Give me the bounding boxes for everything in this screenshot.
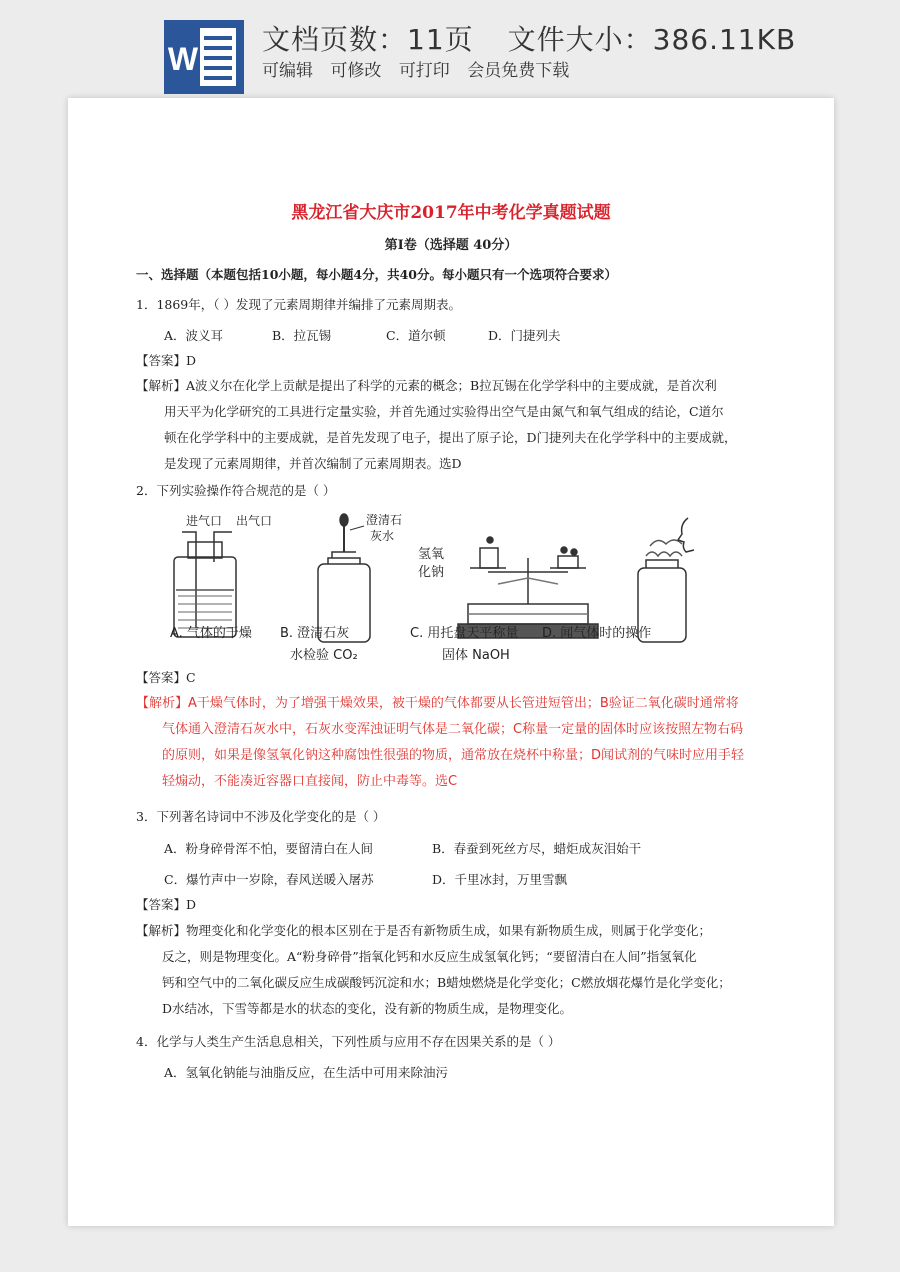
platform-balance [458,537,598,638]
q2-analysis-line: 轻煽动，不能凑近容器口直接闻，防止中毒等。选C [162,774,458,789]
q3-stem: 3．下列著名诗词中不涉及化学变化的是（ ） [136,809,386,824]
q3-analysis-line: D水结冰，下雪等都是水的状态的变化，没有新的物质生成，是物理变化。 [162,1001,573,1016]
q1-analysis-line: 顿在化学学科中的主要成就，是首先发现了电子，提出了原子论，D门捷列夫在化学学科中的主要成就， [164,430,737,445]
feature-modifiable: 可修改 [330,61,382,81]
download-banner [0,0,900,100]
q3-option-d: D．千里冰封，万里雪飘 [432,872,568,887]
q2-analysis-line: 的原则，如果是像氢氧化钠这种腐蚀性很强的物质，通常放在烧杯中称量；D闻试剂的气味时应用手轻 [162,748,745,763]
q2-analysis-line: 气体通入澄清石灰水中，石灰水变浑浊证明气体是二氧化碳；C称量一定量的固体时应该按照左物右码 [162,722,744,737]
label-limewater-2: 灰水 [370,529,395,543]
q3-analysis-line: 【解析】物理变化和化学变化的根本区别在于是否有新物质生成，如果有新物质生成，则属于化学变化； [136,923,712,938]
label-limewater-1: 澄清石 [366,513,403,527]
label-outlet: 出气口 [236,514,273,528]
doc-subtitle: 第Ⅰ卷（选择题 40分） [384,238,518,253]
feature-member-download: 会员免费下载 [467,61,570,81]
page-count: 文档页数：11页 [262,23,474,56]
feature-list [262,56,581,81]
dropper-bottle [318,514,370,642]
file-info [262,18,796,58]
q3-analysis-line: 钙和空气中的二氧化碳反应生成碳酸钙沉淀和水；B蜡烛燃烧是化学变化；C燃放烟花爆竹是化学变化； [162,975,731,990]
section-heading: 一、选择题（本题包括10小题，每小题4分，共40分。每小题只有一个选项符合要求） [136,267,617,282]
q1-option-a: A．波义耳 [164,328,224,343]
caption-d: D. 闻气体时的操作 [542,626,652,641]
caption-b-line2: 水检验 CO₂ [290,648,358,663]
q2-stem: 2．下列实验操作符合规范的是（ ） [136,483,336,498]
label-naoh-2: 化钠 [418,565,445,580]
word-document-icon [164,20,244,94]
q1-stem: 1．1869年，（ ）发现了元素周期律并编排了元素周期表。 [136,297,461,312]
caption-c-line2: 固体 NaOH [442,648,510,663]
q3-option-b: B．春蚕到死丝方尽，蜡炬成灰泪始干 [432,841,642,856]
q3-option-a: A．粉身碎骨浑不怕，要留清白在人间 [164,841,374,856]
label-inlet: 进气口 [186,514,223,528]
q4-stem: 4．化学与人类生产生活息息相关，下列性质与应用不存在因果关系的是（ ） [136,1034,561,1049]
caption-c-line1: C. 用托盘天平称量 [410,626,519,641]
q1-analysis-line: 是发现了元素周期律，并首次编制了元素周期表。选D [164,456,462,471]
q1-option-d: D．门捷列夫 [488,328,561,343]
q1-answer: 【答案】D [136,353,197,368]
q2-analysis-line: 【解析】A干燥气体时，为了增强干燥效果，被干燥的气体都要从长管进短管出；B验证二氧化碳时通常将 [136,696,739,711]
feature-printable: 可打印 [398,61,450,81]
q1-option-c: C．道尔顿 [386,328,446,343]
q3-answer: 【答案】D [136,897,197,912]
q4-option-a: A．氢氧化钠能与油脂反应，在生活中可用来除油污 [164,1065,449,1080]
q1-option-b: B．拉瓦锡 [272,328,332,343]
label-naoh-1: 氢氧 [418,547,445,562]
gas-drying-bottle [174,532,236,637]
q1-analysis-line: 用天平为化学研究的工具进行定量实验，并首先通过实验得出空气是由氮气和氧气组成的结论，C道尔 [164,404,724,419]
caption-b-line1: B. 澄清石灰 [280,626,350,641]
q3-option-c: C．爆竹声中一岁除，春风送暖入屠苏 [164,872,374,887]
document-page [68,98,834,1226]
file-size: 文件大小：386.11KB [507,23,797,56]
word-icon-letter: W [167,41,199,77]
feature-editable: 可编辑 [262,61,313,81]
q3-analysis-line: 反之，则是物理变化。A“粉身碎骨”指氧化钙和水反应生成氢氧化钙；“要留清白在人间”指氢氧化 [162,949,697,964]
q2-answer: 【答案】C [136,670,196,685]
q1-analysis-line: 【解析】A波义尔在化学上贡献是提出了科学的元素的概念；B拉瓦锡在化学学科中的主要成就，是首次利 [136,378,717,393]
caption-a: A. 气体的干燥 [170,626,252,641]
doc-title: 黑龙江省大庆市2017年中考化学真题试题 [291,203,611,223]
